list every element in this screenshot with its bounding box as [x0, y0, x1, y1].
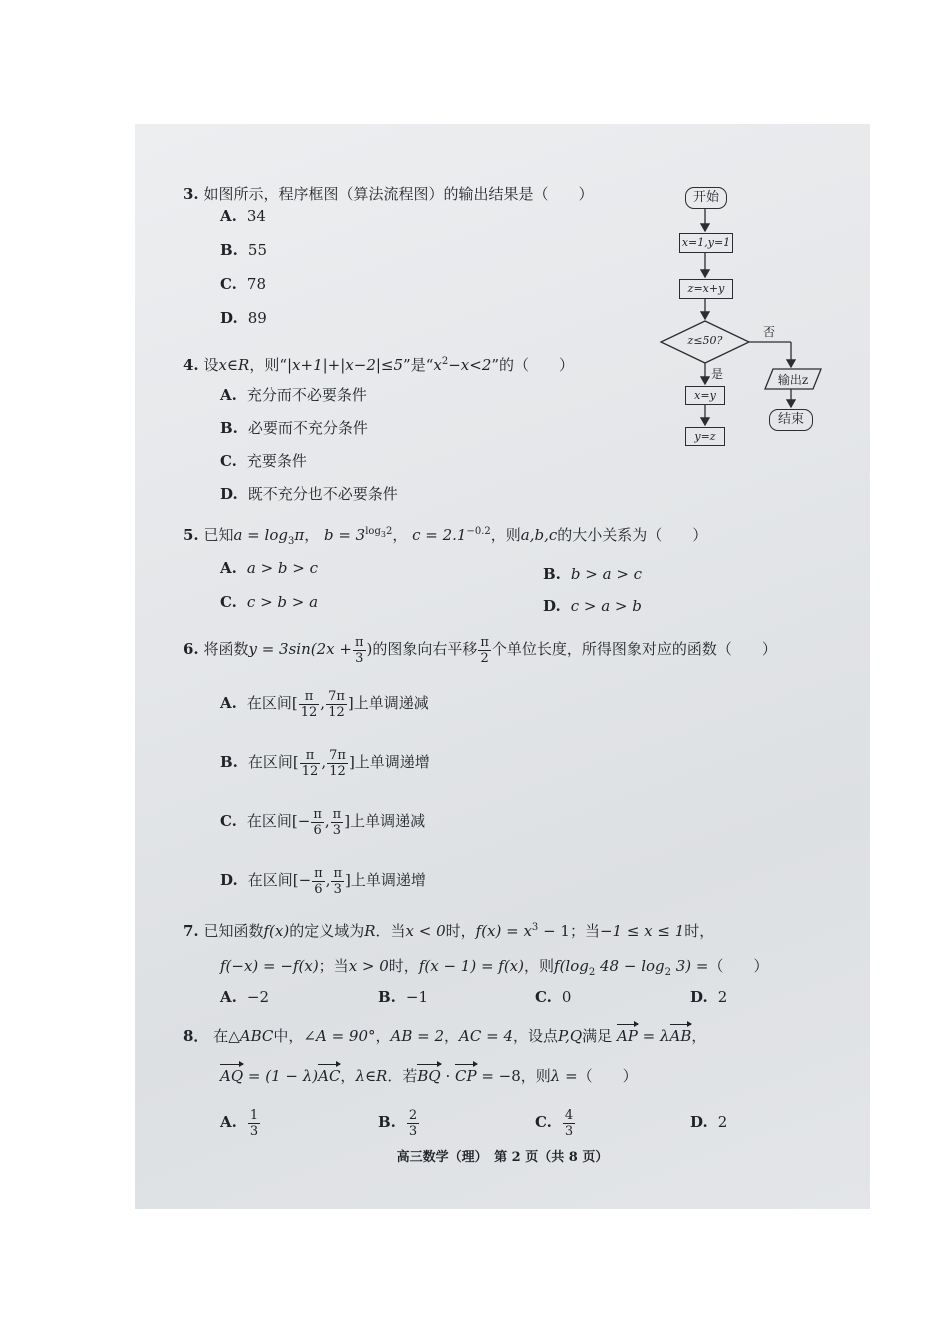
question-7-option-d[interactable]: D. 2: [690, 988, 728, 1006]
flowchart-start: 开始: [685, 187, 727, 209]
question-4-stem: 4. 设x∈R，则“|x+1|+|x−2|≤5”是“$x^2-x<2$”的（ ）: [183, 356, 575, 374]
question-7-line-1: 7. 已知函数f(x)的定义域为R．当x < 0时，$f(x) = x^3 - 1$；当−1 ≤ x ≤ 1时，: [183, 922, 715, 940]
question-7-option-c[interactable]: C. 0: [535, 988, 572, 1006]
flowchart-output: 输出z: [777, 373, 809, 387]
question-8-line-2: AQ = (1 − λ)AC，λ∈R．若BQ · CP = −8，则λ =（ ）: [220, 1067, 638, 1085]
question-7-option-a[interactable]: A. −2: [220, 988, 269, 1006]
question-4-option-d[interactable]: D. 既不充分也不必要条件: [220, 485, 398, 503]
flowchart-assign: z=x+y: [679, 279, 733, 299]
question-7-option-b[interactable]: B. −1: [378, 988, 429, 1006]
question-8-line-1: 8． 在△ABC中，∠A = 90°，AB = 2，AC = 4，设点P,Q满足 AP = λAB，: [183, 1027, 707, 1045]
flowchart-connectors: [645, 179, 845, 459]
question-8-option-d[interactable]: D. 2: [690, 1113, 728, 1131]
flowchart-no-label: 否: [763, 325, 776, 339]
page-footer: 高三数学（理） 第 2 页（共 8 页）: [396, 1150, 609, 1165]
flowchart-yes-label: 是: [711, 367, 724, 381]
flowchart-step-y: y=z: [685, 427, 725, 446]
question-3-option-d[interactable]: D. 89: [220, 309, 267, 327]
exam-page: [135, 124, 870, 1209]
question-3-stem: 3. 如图所示，程序框图（算法流程图）的输出结果是（ ）: [183, 185, 594, 203]
question-3-option-a[interactable]: A. 34: [220, 207, 266, 225]
question-5-stem: 5. 已知$a = \log_3\pi$， $b = 3^{log_32}$， $c = 2.1^{-0.2}$，则a,b,c的大小关系为（ ）: [183, 526, 708, 547]
question-3-option-c[interactable]: C. 78: [220, 275, 266, 293]
flowchart-decision: z≤50?: [687, 334, 723, 347]
question-4-option-a[interactable]: A. 充分而不必要条件: [220, 386, 367, 404]
flowchart-step-x: x=y: [685, 386, 725, 405]
question-6-option-d[interactable]: D. 在区间[− $\frac{\pi}{6}$ , $\frac{\pi}{3}$ ]上单调递增: [220, 865, 426, 897]
question-5-option-a[interactable]: A. a > b > c: [220, 559, 319, 577]
question-8-option-a[interactable]: A. $\frac{1}{3}$: [220, 1107, 259, 1139]
flowchart: [645, 179, 845, 459]
question-6-option-a[interactable]: A. 在区间[ $\frac{\pi}{12}$ , $\frac{7\pi}{12}$ ]上单调递减: [220, 688, 429, 720]
question-7-line-2: f(−x) = −f(x)；当x > 0时，f(x − 1) = f(x)，则$f(\log_2$ $48 - \log_2 3$) =（ ）: [220, 957, 769, 978]
question-6-option-b[interactable]: B. 在区间[ $\frac{\pi}{12}$ , $\frac{7\pi}{12}$ ]上单调递增: [220, 747, 430, 779]
question-5-option-c[interactable]: C. c > b > a: [220, 593, 319, 611]
question-5-option-b[interactable]: B. b > a > c: [543, 565, 643, 583]
flowchart-end: 结束: [769, 409, 813, 431]
question-8-option-b[interactable]: B. $\frac{2}{3}$: [378, 1107, 418, 1139]
flowchart-init: x=1,y=1: [679, 233, 733, 253]
question-8-option-c[interactable]: C. $\frac{4}{3}$: [535, 1107, 574, 1139]
question-6-stem: 6. 将函数y = 3sin(2x + $\frac{\pi}{3}$ )的图象向右平移 $\frac{\pi}{2}$ 个单位长度，所得图象对应的函数（ ）: [183, 634, 777, 666]
question-6-option-c[interactable]: C. 在区间[− $\frac{\pi}{6}$ , $\frac{\pi}{3}$ ]上单调递减: [220, 806, 426, 838]
question-3-option-b[interactable]: B. 55: [220, 241, 267, 259]
question-5-option-d[interactable]: D. c > a > b: [543, 597, 642, 615]
question-4-option-b[interactable]: B. 必要而不充分条件: [220, 419, 368, 437]
question-4-option-c[interactable]: C. 充要条件: [220, 452, 307, 470]
